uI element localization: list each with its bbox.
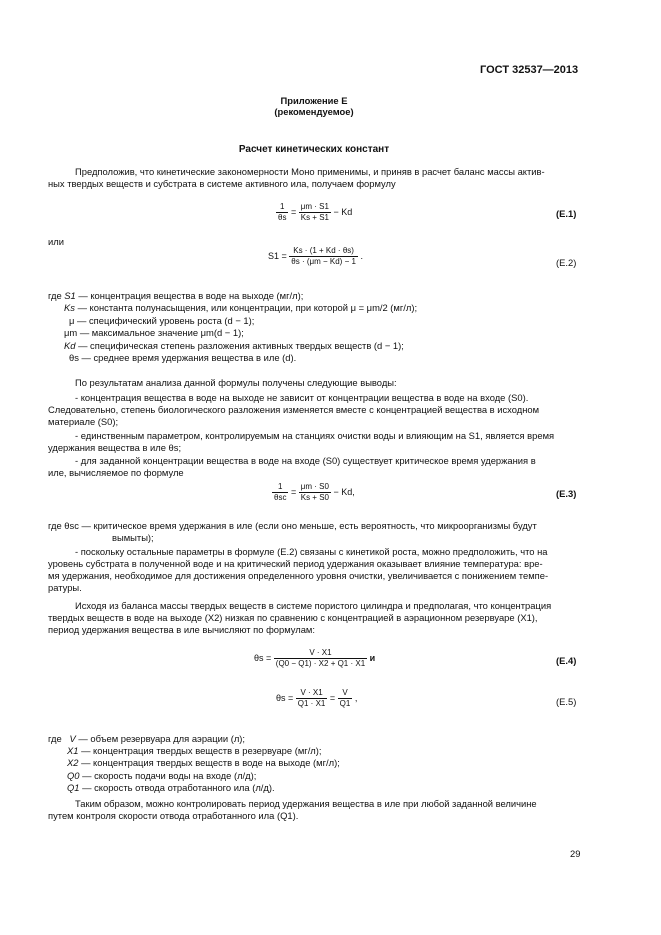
equation-e2: [268, 246, 363, 267]
def-symbol: Q1: [67, 781, 80, 793]
def-symbol: μm: [64, 327, 78, 339]
intro-line-1: Предположив, что кинетические закономерности Моно применимы, и приняв в расчет баланс массы актив-: [75, 166, 545, 177]
def-text: — концентрация твердых веществ в воде на выходе (мг/л);: [81, 757, 340, 769]
def-lead: где: [48, 290, 62, 301]
def-symbol: X2: [67, 757, 79, 769]
eq3-tail: − Kd,: [333, 486, 355, 497]
def-ks: [48, 302, 417, 314]
eq4-den: (Q0 − Q1) · X2 + Q1 · X1: [275, 659, 366, 668]
equation-e4: [254, 648, 375, 669]
def-text: — специфическая степень разложения активных твердых веществ (d − 1);: [78, 339, 404, 351]
def-text: — критическое время удержания в иле (если оно меньше, есть вероятность, что микроорганизмы будут: [81, 520, 537, 531]
standard-header: ГОСТ 32537—2013: [480, 64, 579, 76]
conclusion-line-2: Следовательно, степень биологического разложения изменяется вместе с концентрацией вещества в исходном: [48, 404, 540, 415]
def-text: — специфический уровень роста (d − 1);: [77, 314, 255, 326]
eq5-tail: ,: [354, 692, 358, 703]
def-symbol: μ: [69, 314, 75, 326]
appendix-subtitle: (рекомендуемое): [274, 106, 354, 117]
def-text: — концентрация твердых веществ в резервуаре (мг/л);: [81, 745, 322, 757]
page-number: 29: [570, 848, 581, 859]
or-label: или: [48, 236, 64, 247]
para2-line-0: - поскольку остальные параметры в формуле (Е.2) связаны с кинетикой роста, можно предположить, что на: [75, 546, 548, 557]
eq5-number: (Е.5): [556, 696, 577, 707]
eq1-equals: =: [290, 206, 297, 217]
eq4-tail: и: [369, 652, 376, 663]
intro-line-2: ных твердых веществ и субстрата в системе активного ила, получаем формулу: [48, 178, 396, 189]
section-title: Расчет кинетических констант: [238, 144, 390, 155]
def-text: — концентрация вещества в воде на выходе (мг/л);: [78, 290, 304, 301]
eq3-rhs-den: Ks + S0: [300, 493, 329, 502]
def-symbol: Q0: [67, 769, 80, 781]
eq3-rhs-num: μm · S0: [299, 482, 331, 493]
def-text: — среднее время удержания вещества в иле (d).: [81, 351, 297, 363]
def-thetas: [48, 352, 417, 364]
eq3-lhs-num: 1: [272, 482, 288, 493]
def-symbol: θsc: [64, 520, 79, 531]
conclusion-line-5: удержания вещества в иле θs;: [48, 442, 182, 453]
para3-line-2: период удержания вещества в иле вычисляют по формулам:: [48, 624, 315, 635]
eq5-lhs: θs =: [276, 692, 294, 703]
eq2-tail: .: [360, 250, 363, 261]
conclusion-line-0: По результатам анализа данной формулы получены следующие выводы:: [75, 377, 397, 388]
def-q0: [48, 770, 340, 782]
eq1-lhs-den: θs: [278, 213, 287, 222]
para2-line-2: мя удержания, необходимое для достижения определенного уровня очистки, увеличивается с понижением темпе-: [48, 570, 549, 581]
eq5-den2: Q1: [339, 699, 351, 708]
def-v: [48, 733, 340, 745]
def-s1: [48, 290, 417, 302]
eq3-lhs-den: θsc: [274, 493, 287, 502]
def-symbol: V: [69, 733, 76, 744]
def-mum: [48, 327, 417, 339]
def-symbol: Kd: [64, 339, 76, 351]
para2-line-3: ратуры.: [48, 582, 82, 593]
eq1-number: (Е.1): [556, 208, 577, 219]
para3-line-0: Исходя из баланса массы твердых веществ в системе пористого цилиндра и предполагая, что концентрация: [75, 600, 552, 611]
conclusion-line-7: иле, вычисляемое по формуле: [48, 467, 184, 478]
equation-e5: [276, 688, 357, 709]
eq4-num: V · X1: [274, 648, 367, 659]
def-symbol: θs: [69, 351, 79, 363]
def-x1: [48, 745, 340, 757]
def-text: — максимальное значение μm(d − 1);: [79, 327, 244, 339]
def-text: — константа полунасыщения, или концентрации, при которой μ = μm/2 (мг/л);: [77, 302, 418, 314]
final-line-1: путем контроля скорости отвода отработанного ила (Q1).: [48, 810, 299, 821]
equation-e3: [272, 482, 355, 503]
eq5-den: Q1 · X1: [297, 699, 326, 708]
appendix-title: Приложение Е: [280, 95, 348, 106]
conclusion-line-1: - концентрация вещества в воде на выходе не зависит от концентрации вещества в воде на входе (S0).: [75, 392, 529, 403]
equation-e1: [276, 202, 352, 223]
eq3-number: (Е.3): [556, 488, 577, 499]
eq5-num2: V: [338, 688, 353, 699]
def-thetasc: [48, 520, 537, 532]
defs1: [48, 290, 417, 364]
final-line-0: Таким образом, можно контролировать период удержания вещества в иле при любой заданной величине: [75, 798, 537, 809]
para2-line-1: уровень субстрата в полученной воде и на критический период удержания оказывает влияние температура: вре-: [48, 558, 543, 569]
eq3-equals: =: [290, 486, 297, 497]
eq1-tail: − Kd: [333, 206, 353, 217]
eq2-number: (Е.2): [556, 257, 577, 268]
conclusion-line-4: - единственным параметром, контролируемым на станциях очистки воды и влияющим на S1, является время: [75, 430, 555, 441]
def-q1: [48, 782, 340, 794]
def-x2: [48, 757, 340, 769]
eq4-lhs: θs =: [254, 652, 272, 663]
def-text: — скорость подачи воды на входе (л/д);: [82, 769, 257, 781]
eq2-num: Ks · (1 + Kd · θs): [289, 246, 358, 257]
def-text: — скорость отвода отработанного ила (л/д).: [82, 781, 275, 793]
def-mu: [48, 315, 417, 327]
conclusion-line-3: материале (S0);: [48, 416, 119, 427]
eq1-rhs-den: Ks + S1: [300, 213, 329, 222]
def-text: — объем резервуара для аэрации (л);: [78, 733, 246, 744]
eq4-number: (Е.4): [556, 655, 577, 666]
def-lead: где: [48, 520, 62, 531]
eq2-lhs: S1 =: [268, 250, 287, 261]
def-symbol: S1: [64, 290, 76, 301]
def-symbol: X1: [67, 745, 79, 757]
defs2: [48, 733, 340, 794]
eq5-mid: =: [329, 692, 336, 703]
def-lead: где: [48, 733, 62, 744]
para3-line-1: твердых веществ в воде на выходе (X2) низкая по сравнению с концентрацией в аэрационном резервуаре (X1),: [48, 612, 538, 623]
conclusion-line-6: - для заданной концентрации вещества в воде на входе (S0) существует критическое время удержания в: [75, 455, 536, 466]
eq5-num: V · X1: [296, 688, 328, 699]
eq2-den: θs · (μm − Kd) − 1: [291, 257, 356, 266]
def-symbol: Ks: [64, 302, 75, 314]
eq1-rhs-num: μm · S1: [299, 202, 331, 213]
def-thetasc-cont: вымыты);: [112, 532, 154, 543]
def-kd: [48, 340, 417, 352]
eq1-lhs-num: 1: [276, 202, 288, 213]
